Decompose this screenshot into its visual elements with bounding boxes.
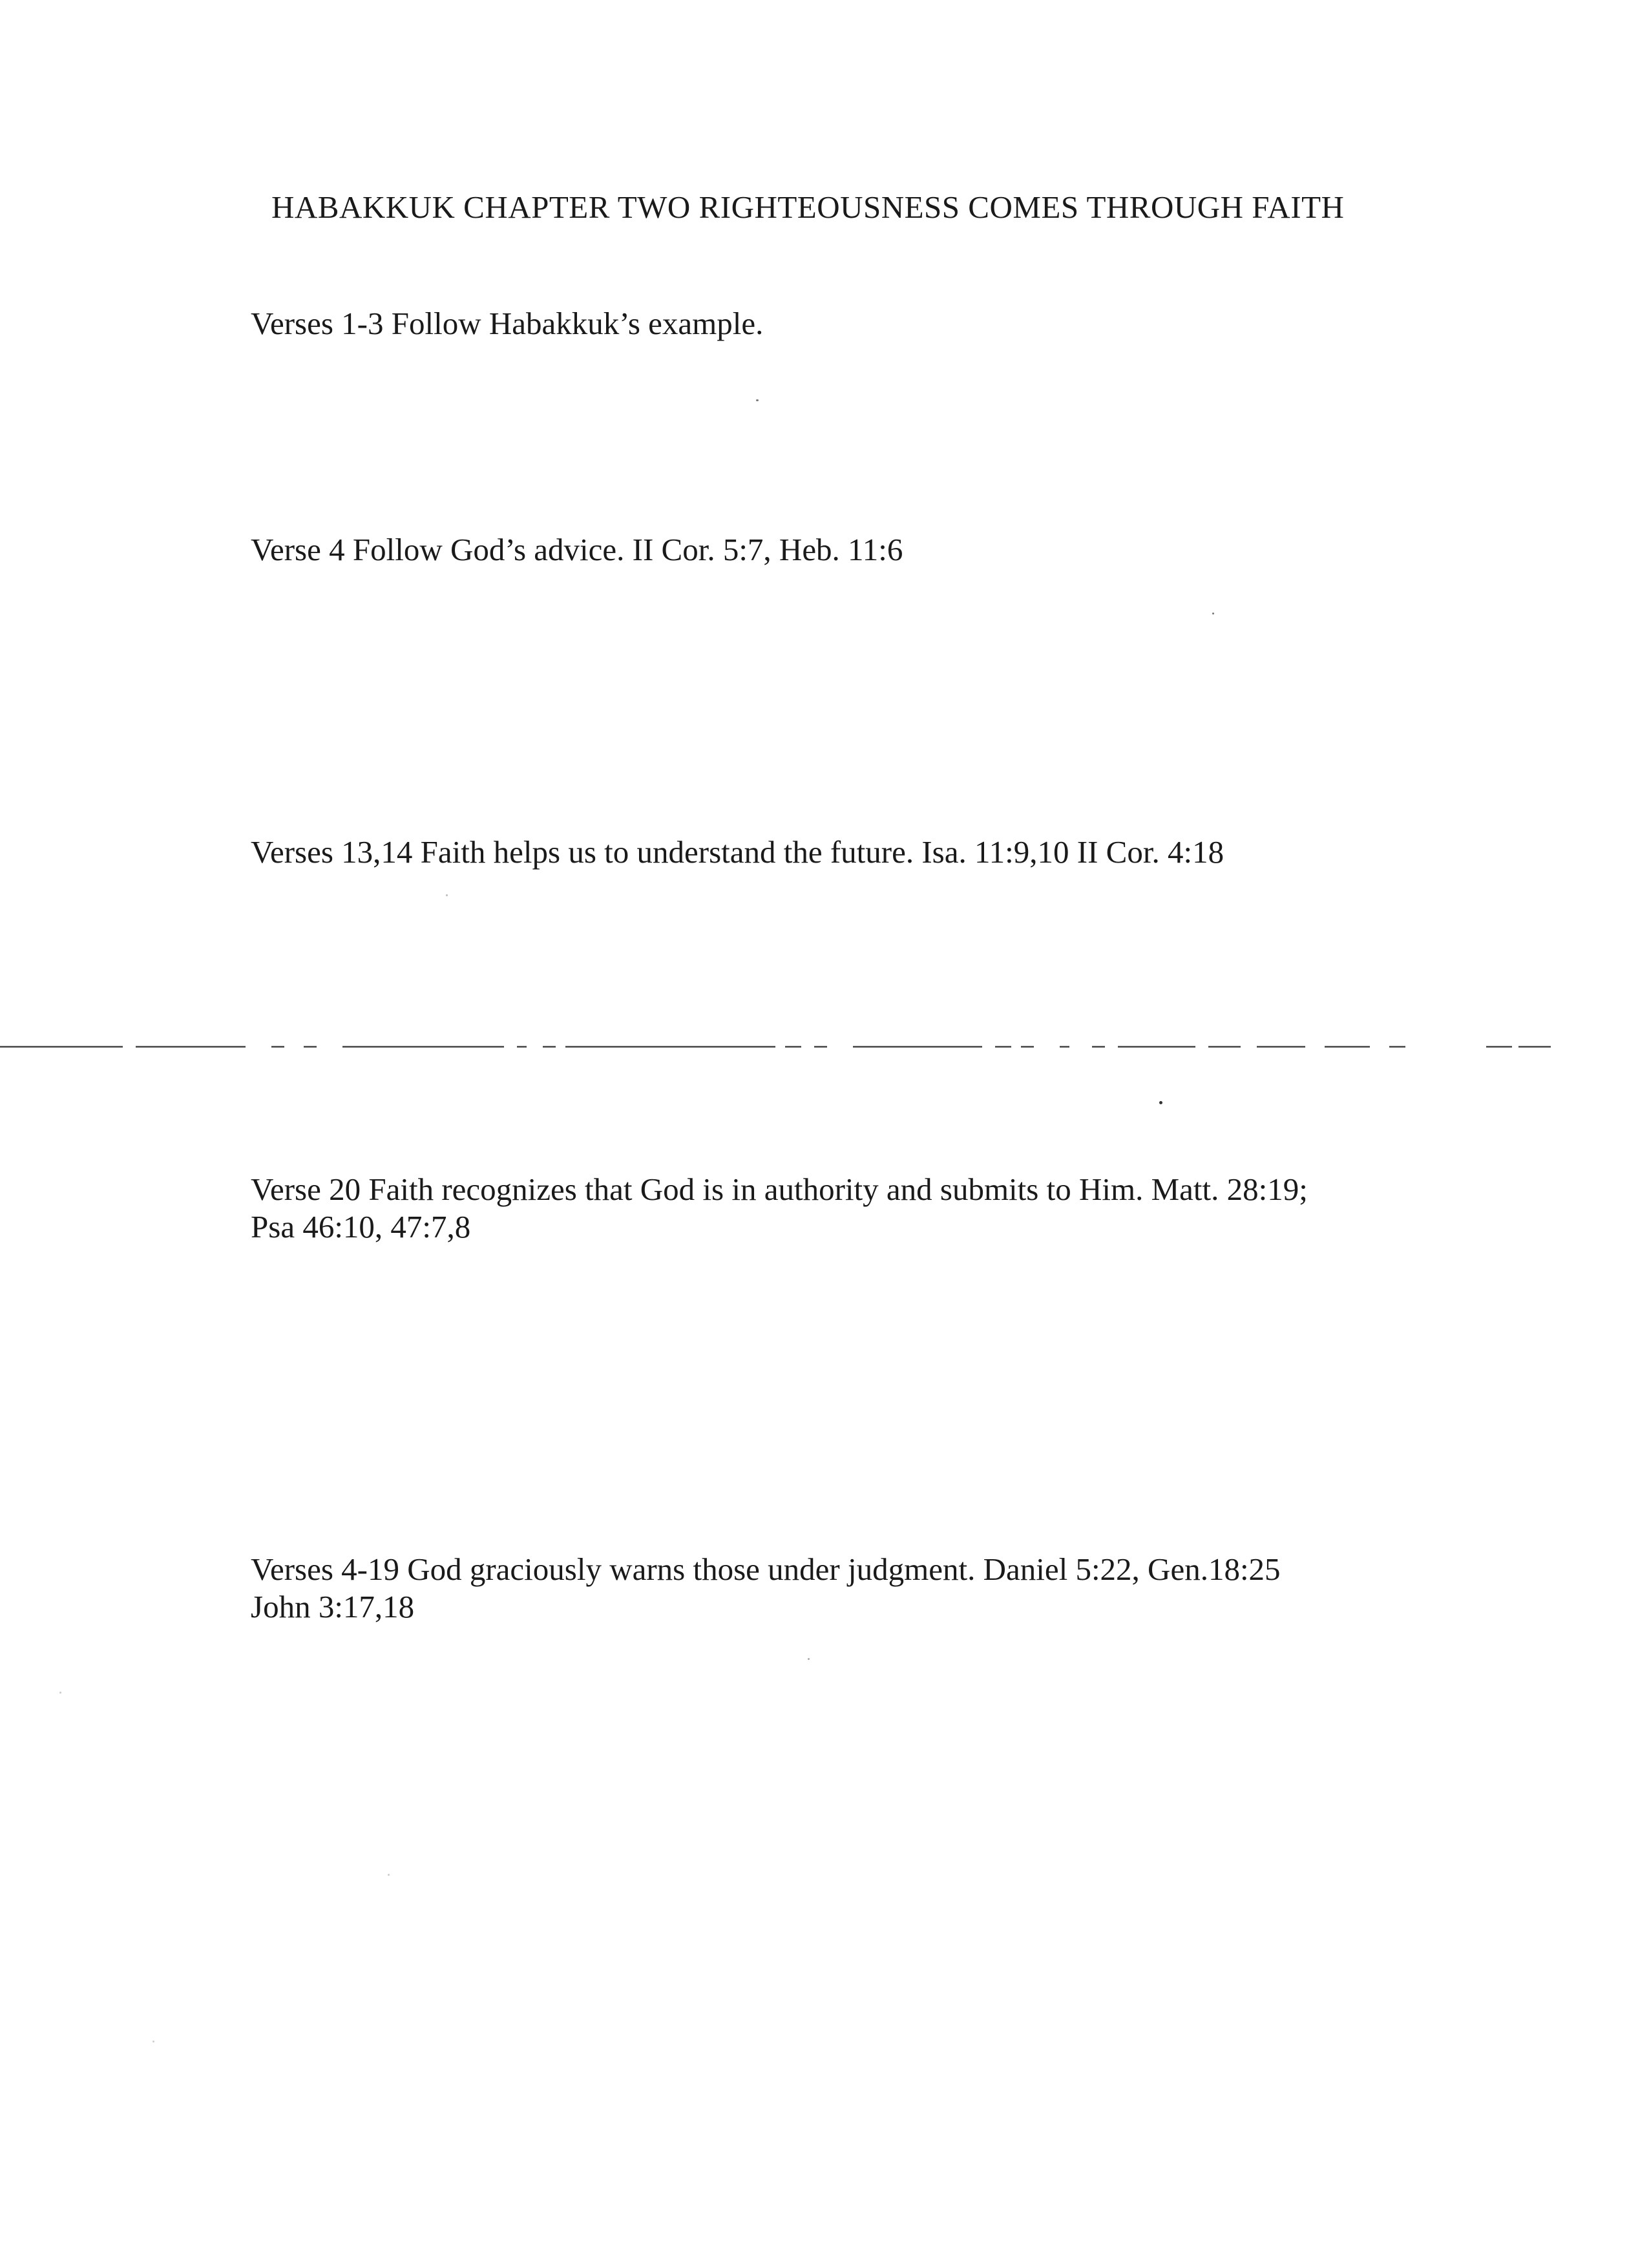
scan-speck [1159,1101,1162,1104]
section-line: John 3:17,18 [251,1589,415,1624]
scan-speck [446,894,448,896]
section-line: Verses 1-3 Follow Habakkuk’s example. [251,306,764,341]
scan-speck [808,1658,810,1660]
scan-speck [152,2041,154,2042]
section-line: Verses 13,14 Faith helps us to understand the future. Isa. 11:9,10 II Cor. 4:18 [251,834,1224,870]
scan-speck [59,1692,61,1694]
page-title: HABAKKUK CHAPTER TWO RIGHTEOUSNESS COMES THROUGH FAITH [271,189,1345,225]
section-verses-1-3 [0,305,1649,342]
section-line: Psa 46:10, 47:7,8 [251,1209,471,1244]
section-verses-13-14 [0,834,1649,871]
scan-speck [1212,613,1214,614]
section-verses-4-19 [0,1551,1649,1626]
section-line: Verse 20 Faith recognizes that God is in authority and submits to Him. Matt. 28:19; [251,1171,1308,1207]
section-line: Verse 4 Follow God’s advice. II Cor. 5:7, Heb. 11:6 [251,532,903,567]
scan-speck [388,1874,390,1876]
scan-artifact-divider [0,1043,1649,1051]
section-verse-20 [0,1171,1649,1246]
section-line: Verses 4-19 God graciously warns those under judgment. Daniel 5:22, Gen.18:25 [251,1551,1281,1587]
section-verse-4 [0,531,1649,569]
scan-speck [756,399,759,401]
